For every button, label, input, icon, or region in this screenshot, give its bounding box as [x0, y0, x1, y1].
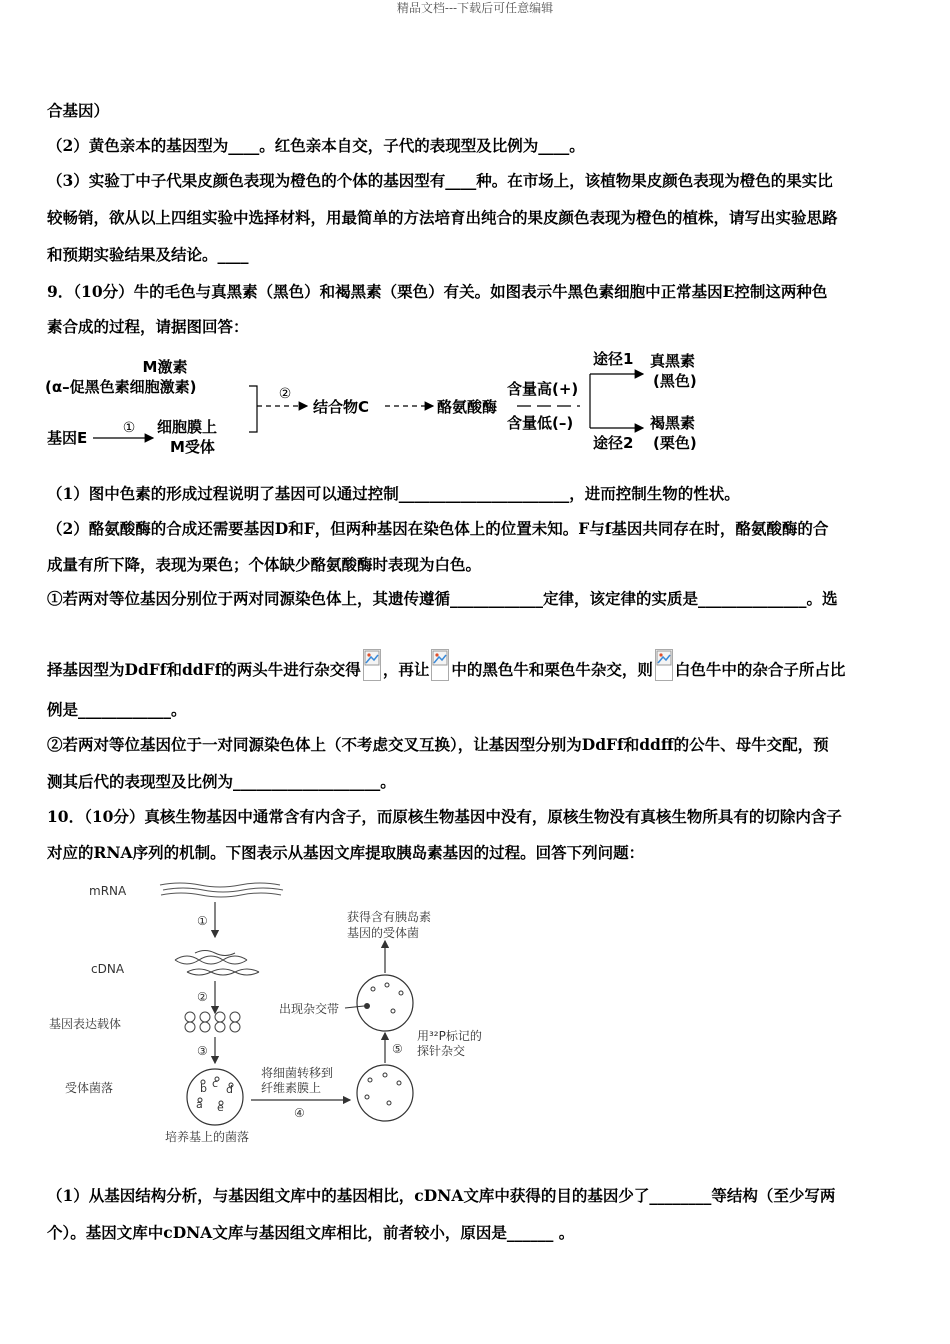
pigment-pathway-diagram: [45, 344, 725, 464]
m-hormone-label: M激素: [142, 358, 188, 376]
text-line: 测其后代的表现型及比例为___________________。: [47, 772, 396, 791]
broken-image-icon: [363, 649, 381, 681]
line11-part3: 中的黑色牛和栗色牛杂交，则: [451, 660, 653, 679]
text-line: 和预期实验结果及结论。____: [47, 245, 249, 264]
membrane-label: 细胞膜上: [157, 418, 218, 436]
complex-c-label: 结合物C: [313, 398, 370, 416]
line11-part1: 择基因型为DdFf和ddFf的两头牛进行杂交得: [47, 660, 361, 679]
result-label-2: 基因的受体菌: [347, 926, 420, 940]
text-line: 素合成的过程，请据图回答：: [47, 317, 249, 336]
high-content-label: 含量高(+): [507, 380, 579, 398]
gene-library-diagram: [45, 875, 525, 1155]
tyrosinase-label: 酪氨酸酶: [437, 398, 498, 416]
colony-letter: c: [212, 1077, 219, 1090]
vector-label: 基因表达载体: [49, 1017, 122, 1031]
text-line: （3）实验丁中子代果皮颜色表现为橙色的个体的基因型有____种。在市场上，该植物果皮颜色表现为橙色的果实比: [47, 171, 833, 190]
text-line: 例是____________。: [47, 700, 187, 719]
cdna-label: cDNA: [91, 962, 125, 976]
eumelanin-color-label: (黑色): [653, 372, 697, 390]
step-2-label: ②: [278, 386, 292, 402]
colony-label: 受体菌落: [65, 1081, 114, 1095]
text-line: ①若两对等位基因分别位于两对同源染色体上，其遗传遵循____________定律，该定律的实质是______________。选: [47, 589, 838, 608]
gene-e-label: 基因E: [47, 429, 88, 447]
step-1: ①: [197, 914, 208, 928]
low-content-label: 含量低(–): [507, 414, 574, 432]
text-line: （2）黄色亲本的基因型为____。红色亲本自交，子代的表现型及比例为____。: [47, 136, 585, 155]
m-receptor-label: M受体: [170, 438, 215, 456]
probe-label-2: 探针杂交: [417, 1044, 466, 1058]
alpha-msh-label: (α–促黑色素细胞激素): [45, 378, 197, 396]
line11-part4: 白色牛中的杂合子所占比: [674, 660, 846, 679]
colony-letter: d: [226, 1083, 233, 1096]
text-line: 合基因）: [47, 101, 110, 120]
transfer-label-2: 纤维素膜上: [261, 1081, 322, 1095]
probe-label-1: 用³²P标记的: [417, 1029, 482, 1043]
transfer-label-1: 将细菌转移到: [261, 1066, 334, 1080]
plate-label: 培养基上的菌落: [165, 1130, 250, 1144]
eumelanin-label: 真黑素: [650, 352, 696, 370]
step-2: ②: [197, 990, 208, 1004]
text-line-with-images: [47, 649, 845, 681]
result-label-1: 获得含有胰岛素: [347, 910, 432, 924]
colony-letter: b: [200, 1082, 207, 1095]
text-line: （2）酪氨酸酶的合成还需要基因D和F，但两种基因在染色体上的位置未知。F与f基因共同存在时，酪氨酸酶的合: [47, 519, 829, 538]
step-4: ④: [294, 1106, 305, 1120]
text-line: （1）从基因结构分析，与基因组文库中的基因相比，cDNA文库中获得的目的基因少了________等结构（至少写两: [47, 1186, 836, 1205]
text-line: 对应的RNA序列的机制。下图表示从基因文库提取胰岛素基因的过程。回答下列问题：: [47, 843, 645, 862]
text-line: 个）。基因文库中cDNA文库与基因组文库相比，前者较小，原因是______ 。: [47, 1223, 575, 1242]
line11-part2: ，再让: [382, 660, 430, 679]
broken-image-icon: [655, 649, 673, 681]
question-9-intro: 9．（10分）牛的毛色与真黑素（黑色）和褐黑素（栗色）有关。如图表示牛黑色素细胞中正常基因E控制这两种色: [47, 282, 828, 301]
path-2-label: 途径2: [593, 434, 634, 452]
text-line: 较畅销，欲从以上四组实验中选择材料，用最简单的方法培育出纯合的果皮颜色表现为橙色的植株，请写出实验思路: [47, 208, 838, 227]
page-header: 精品文档---下载后可任意编辑: [396, 1, 554, 15]
broken-image-icon: [431, 649, 449, 681]
step-3: ③: [197, 1044, 208, 1058]
text-line: （1）图中色素的形成过程说明了基因可以通过控制______________________，进而控制生物的性状。: [47, 484, 740, 503]
text-line: ②若两对等位基因位于一对同源染色体上（不考虑交叉互换），让基因型分别为DdFf和ddff的公牛、母牛交配，预: [47, 735, 829, 754]
mrna-label: mRNA: [89, 884, 127, 898]
pheomelanin-color-label: (栗色): [653, 434, 697, 452]
question-10-intro: 10．（10分）真核生物基因中通常含有内含子，而原核生物基因中没有，原核生物没有真核生物所具有的切除内含子: [47, 807, 842, 826]
colony-letter: e: [217, 1101, 224, 1114]
step-5: ⑤: [392, 1042, 403, 1056]
hybrid-label: 出现杂交带: [279, 1002, 340, 1016]
pheomelanin-label: 褐黑素: [650, 414, 696, 432]
step-1-label: ①: [122, 420, 136, 436]
path-1-label: 途径1: [593, 350, 634, 368]
colony-letter: a: [196, 1098, 203, 1111]
text-line: 成量有所下降，表现为栗色；个体缺少酪氨酸酶时表现为白色。: [47, 555, 482, 574]
